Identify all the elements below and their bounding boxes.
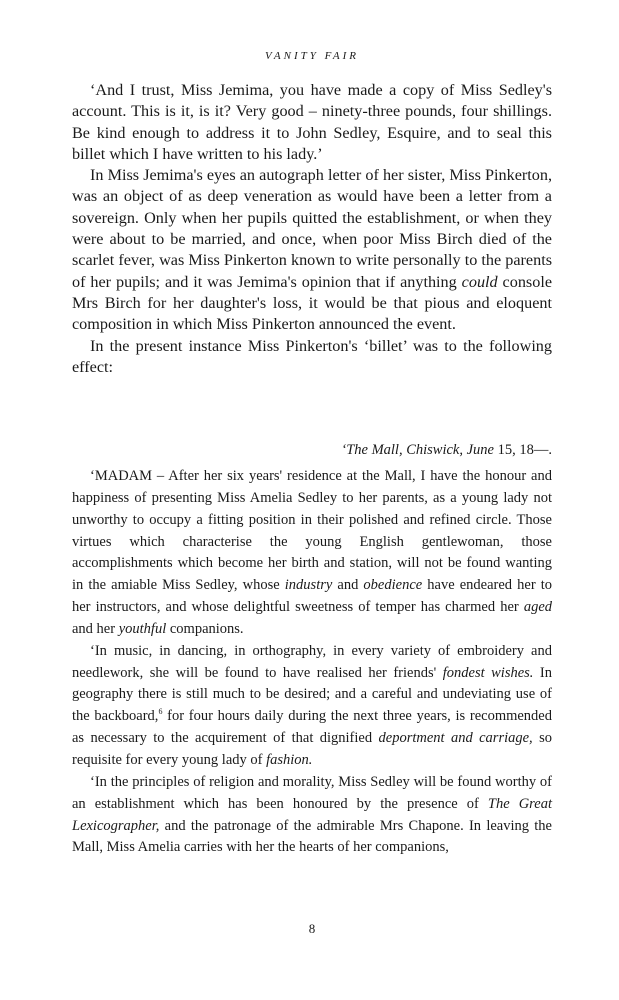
book-page [72,0,552,1000]
running-head: VANITY FAIR [264,50,359,62]
letter-paragraph: ‘In the principles of religion and morality, Miss Sedley will be found worthy of an establishment which has been honoured by the presence of The Great Lexicographer, and the patronage of the admirable Mrs Chapone. In leaving the Mall, Miss Amelia carries with her the hearts of her companions, [72,773,552,856]
paragraph: In Miss Jemima's eyes an autograph letter of her sister, Miss Pinkerton, was an object of as deep veneration as would have been a letter from a sovereign. Only when her pupils quitted the establishment, or when they were about to be married, and once, when poor Miss Birch died of the scarlet fever, was Miss Pinkerton known to write personally to the parents of her pupils; and it was Jemima's opinion that if anything could console Mrs Birch for her daughter's loss, it would be that pious and eloquent composition in which Miss Pinkerton announced the event. [72,166,553,334]
letter-dateline: ‘The Mall, Chiswick, June 15, 18—. [341,442,552,458]
narrative-text [72,80,552,378]
emphasis: could [461,272,498,291]
paragraph: In the present instance Miss Pinkerton's ‘billet’ was to the following effect: [72,336,552,376]
letter-paragraph: ‘In music, in dancing, in orthography, in every variety of embroidery and needlework, she will be found to have realised her friends' fondest wishes. In geography there is still much to be desired; and a careful and undeviating use of the backboard,$^6$ for four hours daily during the next three years, is recommended as necessary to the acquirement of that dignified deportment and carriage, so requisite for every young lady of fashion. [72,642,552,768]
footnote-marker[interactable]: 6 [158,707,163,717]
page-number: 8 [308,921,316,936]
paragraph: ‘And I trust, Miss Jemima, you have made a copy of Miss Sedley's account. This is it, is it? Very good – ninety-three pounds, four shillings. Be kind enough to address it to John Sedley, Esquire, and to seal this billet which I have written to his lady.’ [72,81,552,163]
letter-text [72,466,552,859]
letter-paragraph: ‘MADAM – After her six years' residence at the Mall, I have the honour and happiness of presenting Miss Amelia Sedley to her parents, as a young lady not unworthy to occupy a fitting position in their polished and refined circle. Those virtues which characterise the young English gentlewoman, those accomplishments which become her birth and station, will not be found wanting in the amiable Miss Sedley, whose industry and obedience have endeared her to her instructors, and whose delightful sweetness of temper has charmed her aged and her youthful companions. [72,468,553,637]
